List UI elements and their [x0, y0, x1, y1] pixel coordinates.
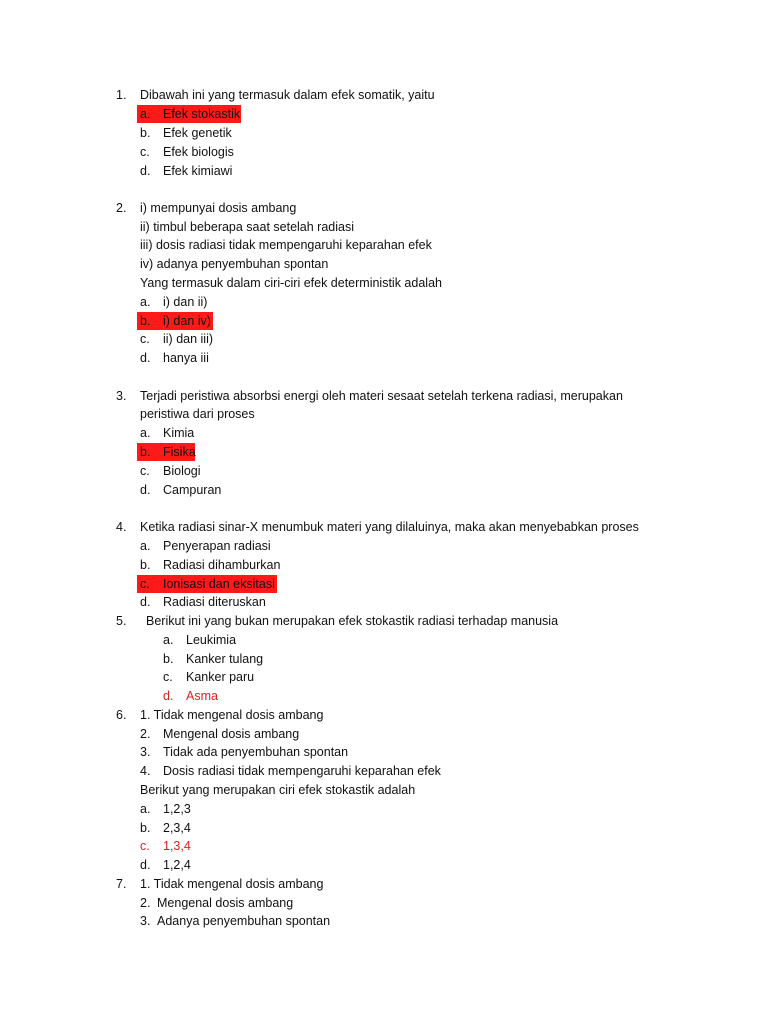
- option-letter: c.: [140, 332, 150, 346]
- option-letter: b.: [163, 652, 174, 666]
- question-7-statement-2: [140, 894, 294, 912]
- statement-number: 3.: [140, 914, 151, 928]
- option-text: 1,2,4: [163, 858, 191, 872]
- option-text: Efek stokastik: [163, 107, 241, 121]
- question-6-text: Berikut yang merupakan ciri efek stokastik adalah: [140, 783, 416, 797]
- option-text: Fisika: [163, 445, 196, 459]
- option-letter: d.: [140, 164, 151, 178]
- question-5-option-c: [163, 668, 255, 686]
- question-6-number: 6.: [116, 708, 127, 722]
- question-7-statement-3: [140, 912, 331, 930]
- option-letter: a.: [140, 802, 151, 816]
- statement-text: Mengenal dosis ambang: [163, 727, 300, 741]
- question-3-text-line-1: Terjadi peristiwa absorbsi energi oleh materi sesaat setelah terkena radiasi, merupakan: [140, 389, 623, 403]
- question-4-number: 4.: [116, 520, 127, 534]
- question-5-option-d: [163, 687, 218, 705]
- question-4-option-a: [140, 537, 271, 555]
- question-4-text: Ketika radiasi sinar-X menumbuk materi yang dilaluinya, maka akan menyebabkan proses: [140, 520, 639, 534]
- option-text: i) dan ii): [163, 295, 208, 309]
- option-text: Efek kimiawi: [163, 164, 233, 178]
- option-text: Efek biologis: [163, 145, 234, 159]
- option-text: hanya iii: [163, 351, 209, 365]
- option-text: 1,3,4: [163, 839, 191, 853]
- question-6-statement-3: [140, 743, 349, 761]
- statement-text: Adanya penyembuhan spontan: [157, 914, 331, 928]
- question-6-option-a: [140, 800, 191, 818]
- question-1-text: Dibawah ini yang termasuk dalam efek somatik, yaitu: [140, 88, 435, 102]
- question-3-option-b: [137, 443, 195, 461]
- option-letter: d.: [140, 351, 151, 365]
- question-1-option-a: [137, 105, 241, 123]
- question-1-option-d: [140, 162, 233, 180]
- option-letter: d.: [163, 689, 174, 703]
- option-letter: c.: [140, 464, 150, 478]
- question-6-option-d: [140, 856, 191, 874]
- option-letter: a.: [163, 633, 174, 647]
- question-5-text: Berikut ini yang bukan merupakan efek stokastik radiasi terhadap manusia: [146, 614, 559, 628]
- option-letter: a.: [140, 295, 151, 309]
- option-text: 2,3,4: [163, 821, 191, 835]
- option-letter: b.: [140, 821, 151, 835]
- option-text: Efek genetik: [163, 126, 232, 140]
- option-letter: b.: [140, 126, 151, 140]
- question-6-statement-2: [140, 725, 300, 743]
- option-text: Radiasi dihamburkan: [163, 558, 281, 572]
- option-text: Biologi: [163, 464, 201, 478]
- option-letter: b.: [140, 445, 151, 459]
- question-4-option-d: [140, 593, 266, 611]
- question-1-number: 1.: [116, 88, 127, 102]
- option-text: Leukimia: [186, 633, 237, 647]
- option-letter: b.: [140, 314, 151, 328]
- question-2-statement-1: i) mempunyai dosis ambang: [140, 201, 297, 215]
- option-letter: c.: [163, 670, 173, 684]
- option-letter: c.: [140, 145, 150, 159]
- question-6-option-c: [140, 837, 191, 855]
- option-text: 1,2,3: [163, 802, 191, 816]
- question-4-option-c: [137, 575, 277, 593]
- statement-number: 3.: [140, 745, 151, 759]
- question-2-option-d: [140, 349, 209, 367]
- question-5-option-a: [163, 631, 237, 649]
- question-7-number: 7.: [116, 877, 127, 891]
- question-1-option-b: [140, 124, 232, 142]
- statement-text: Mengenal dosis ambang: [157, 896, 294, 910]
- option-text: Kanker paru: [186, 670, 255, 684]
- option-letter: d.: [140, 858, 151, 872]
- question-2-number: 2.: [116, 201, 127, 215]
- question-3-text-line-2: peristiwa dari proses: [140, 407, 255, 421]
- option-text: ii) dan iii): [163, 332, 214, 346]
- option-text: Asma: [186, 689, 218, 703]
- question-3-option-c: [140, 462, 201, 480]
- option-text: Penyerapan radiasi: [163, 539, 271, 553]
- question-2-statement-2: ii) timbul beberapa saat setelah radiasi: [140, 220, 355, 234]
- option-text: Ionisasi dan eksitasi: [163, 577, 275, 591]
- question-7-statement-1: 1. Tidak mengenal dosis ambang: [140, 877, 324, 891]
- question-3-option-d: [140, 481, 222, 499]
- question-4-option-b: [140, 556, 281, 574]
- statement-text: Tidak ada penyembuhan spontan: [163, 745, 349, 759]
- statement-number: 2.: [140, 727, 151, 741]
- option-text: Radiasi diteruskan: [163, 595, 266, 609]
- statement-text: Dosis radiasi tidak mempengaruhi keparahan efek: [163, 764, 441, 778]
- option-letter: c.: [140, 839, 150, 853]
- option-text: Kimia: [163, 426, 195, 440]
- option-letter: c.: [140, 577, 150, 591]
- question-2-statement-4: iv) adanya penyembuhan spontan: [140, 257, 329, 271]
- statement-number: 2.: [140, 896, 151, 910]
- option-letter: a.: [140, 107, 151, 121]
- question-6-statement-1: 1. Tidak mengenal dosis ambang: [140, 708, 324, 722]
- option-letter: d.: [140, 595, 151, 609]
- question-2-option-a: [140, 293, 208, 311]
- option-text: i) dan iv): [163, 314, 211, 328]
- question-6-statement-4: [140, 762, 441, 780]
- question-5-option-b: [163, 650, 264, 668]
- question-3-number: 3.: [116, 389, 127, 403]
- question-2-statement-3: iii) dosis radiasi tidak mempengaruhi keparahan efek: [140, 238, 432, 252]
- option-text: Kanker tulang: [186, 652, 264, 666]
- statement-number: 4.: [140, 764, 151, 778]
- option-letter: a.: [140, 539, 151, 553]
- question-2-option-c: [140, 330, 214, 348]
- question-6-option-b: [140, 819, 191, 837]
- option-letter: b.: [140, 558, 151, 572]
- question-2-text: Yang termasuk dalam ciri-ciri efek deterministik adalah: [140, 276, 442, 290]
- option-text: Campuran: [163, 483, 222, 497]
- question-2-option-b: [137, 312, 213, 330]
- option-letter: d.: [140, 483, 151, 497]
- option-letter: a.: [140, 426, 151, 440]
- question-3-option-a: [140, 424, 195, 442]
- question-5-number: 5.: [116, 614, 127, 628]
- question-1-option-c: [140, 143, 234, 161]
